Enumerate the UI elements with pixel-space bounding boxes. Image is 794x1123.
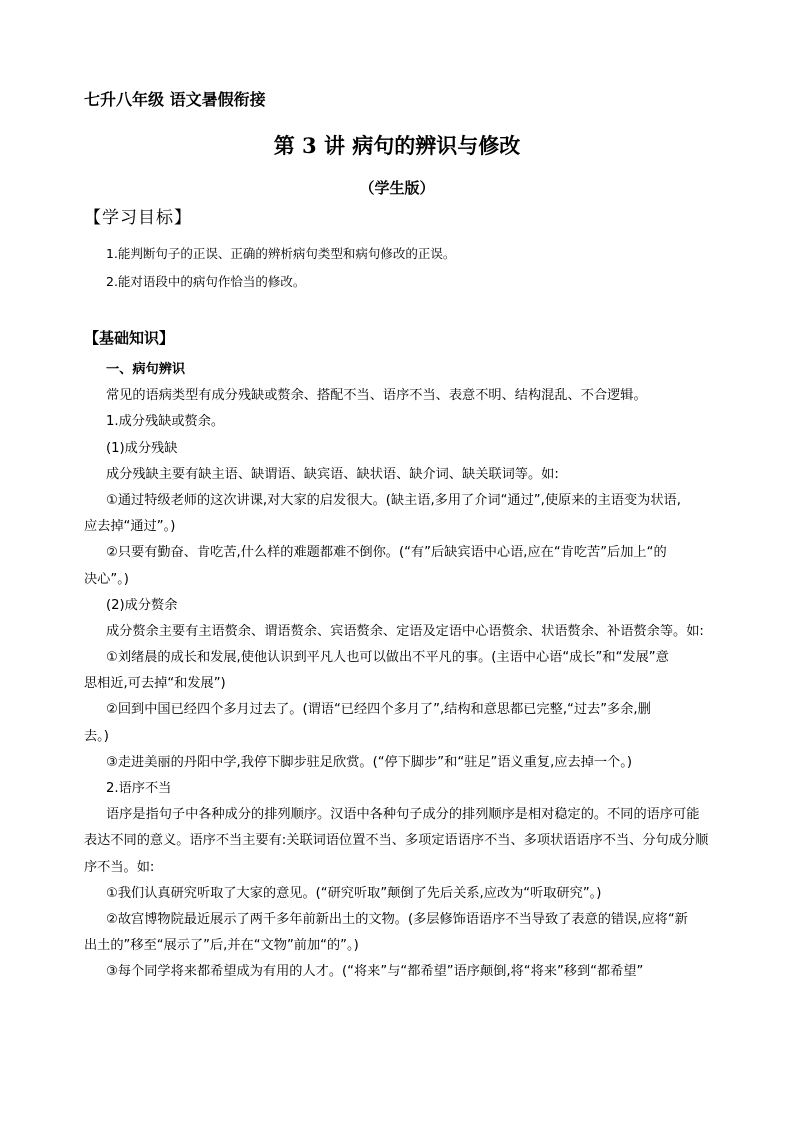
body-text-line: (2)成分赘余: [106, 597, 178, 613]
edition-subtitle: （学生版）: [359, 179, 435, 197]
body-text-line: 语序是指句子中各种成分的排列顺序。汉语中各种句子成分的排列顺序是相对稳定的。不同的语序可能: [106, 807, 700, 823]
body-text-line: 序不当。如:: [84, 859, 155, 875]
body-text-line: ②回到中国已经四个多月过去了。(谓语“已经四个多月了”,结构和意思都已完整,“过去”多余,删: [106, 702, 651, 718]
body-text-line: ②只要有勤奋、肯吃苦,什么样的难题都难不倒你。(“有”后缺宾语中心语,应在“肯吃苦”后加上“的: [106, 545, 667, 561]
body-text-line: 成分残缺主要有缺主语、缺谓语、缺宾语、缺状语、缺介词、缺关联词等。如:: [106, 466, 559, 482]
body-text-line: ②故宫博物院最近展示了两千多年前新出土的文物。(多层修饰语语序不当导致了表意的错误,应将“新: [106, 911, 688, 927]
body-text-line: (1)成分残缺: [106, 440, 178, 456]
series-label: 七升八年级 语文暑假衔接: [84, 90, 266, 109]
body-text-line: ①刘绪晨的成长和发展,使他认识到平凡人也可以做出不平凡的事。(主语中心语“成长”和“发展”意: [106, 650, 669, 666]
goal-item: 2.能对语段中的病句作恰当的修改。: [106, 274, 306, 289]
body-text-line: 思相近,可去掉“和发展”): [84, 676, 226, 692]
body-text-line: 去。): [84, 728, 109, 744]
body-text-line: 成分赘余主要有主语赘余、谓语赘余、宾语赘余、定语及定语中心语赘余、状语赘余、补语赘余等。如:: [106, 623, 704, 639]
body-text-line: ①我们认真研究听取了大家的意见。(“研究听取”颠倒了先后关系,应改为“听取研究”。): [106, 885, 602, 901]
body-text-line: 2.语序不当: [106, 781, 172, 796]
lesson-title: 第 3 讲 病句的辨识与修改: [273, 133, 521, 158]
body-text-line: ①通过特级老师的这次讲课,对大家的启发很大。(缺主语,多用了介词“通过”,使原来的主语变为状语,: [106, 492, 681, 508]
body-text-line: 常见的语病类型有成分残缺或赘余、搭配不当、语序不当、表意不明、结构混乱、不合逻辑。: [106, 388, 647, 404]
learning-goals-heading: 【学习目标】: [84, 208, 192, 228]
section-subheading: 一、病句辨识: [106, 362, 186, 377]
body-text-line: ③走进美丽的丹阳中学,我停下脚步驻足欣赏。(“停下脚步”和“驻足”语义重复,应去掉一个。): [106, 754, 632, 770]
basic-knowledge-heading: 【基础知识】: [84, 329, 175, 347]
body-text-line: 决心”。): [84, 571, 129, 587]
body-text-line: 表达不同的意义。语序不当主要有:关联词语位置不当、多项定语语序不当、多项状语语序不当、分句成分顺: [84, 833, 709, 849]
body-text-line: 1.成分残缺或赘余。: [106, 414, 225, 430]
goal-item: 1.能判断句子的正误、正确的辨析病句类型和病句修改的正误。: [106, 246, 456, 261]
body-text-line: 应去掉“通过”。): [84, 519, 176, 535]
body-text-line: ③每个同学将来都希望成为有用的人才。(“将来”与“都希望”语序颠倒,将“将来”移到“都希望”: [106, 964, 644, 980]
body-text-line: 出土的”移至“展示了”后,并在“文物”前加“的”。): [84, 938, 359, 954]
basic-knowledge-body: [84, 357, 764, 986]
